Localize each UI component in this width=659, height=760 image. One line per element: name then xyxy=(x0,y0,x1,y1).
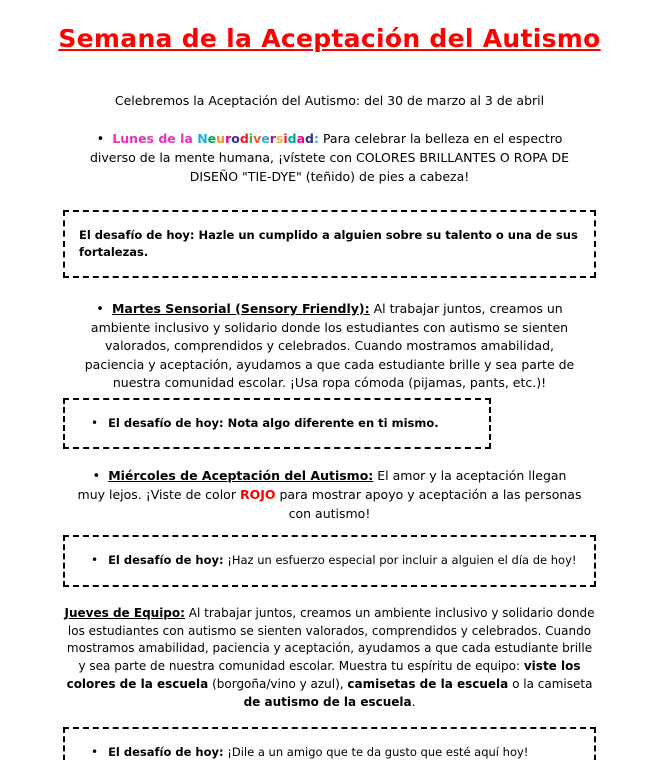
challenge-box-wednesday xyxy=(63,535,596,586)
challenge-box-monday xyxy=(63,210,596,277)
challenge-monday-text: El desafío de hoy: Hazle un cumplido a alguien sobre su talento o una de sus fortalezas. xyxy=(79,228,578,259)
thursday-heading: Jueves de Equipo: xyxy=(64,605,185,620)
bullet-icon: • xyxy=(96,132,105,147)
challenge-thursday-text: El desafío de hoy: ¡Dile a un amigo que te da gusto que esté aquí hoy! xyxy=(108,745,529,760)
subtitle: Celebremos la Aceptación del Autismo: del 30 de marzo al 3 de abril xyxy=(114,93,545,108)
bullet-icon: • xyxy=(91,553,99,568)
bullet-icon: • xyxy=(91,415,99,430)
monday-section xyxy=(77,130,582,186)
tuesday-section xyxy=(77,300,582,393)
challenge-box-thursday xyxy=(63,727,596,760)
challenge-tuesday-text: El desafío de hoy: Nota algo diferente en ti mismo. xyxy=(108,415,439,430)
monday-body: Para celebrar la belleza en el espectro diverso de la mente humana, ¡vístete con COLORES BRILLANTES O ROPA DE DISEÑO "TIE-DYE" (teñido) de pies a cabeza! xyxy=(89,131,570,184)
thursday-section xyxy=(63,605,596,712)
challenge-wednesday-text: El desafío de hoy: ¡Haz un esfuerzo especial por incluir a alguien el día de hoy! xyxy=(108,553,577,568)
thursday-body: Al trabajar juntos, creamos un ambiente inclusivo y solidario donde los estudiantes con autismo se sienten valorados, comprendidos y celebrados. Cuando mostramos amabilidad, paciencia y aceptación, ayudamos a que cada estudiante brille y sea parte de nuestra comunidad escolar. Muestra tu espíritu de equipo: viste los colores de la escuela (borgoña/vino y azul), camisetas de la escuela o la camiseta de autismo de la escuela. xyxy=(66,605,595,709)
bullet-icon: • xyxy=(91,745,99,760)
tuesday-heading: Martes Sensorial (Sensory Friendly): xyxy=(111,300,370,316)
wednesday-heading: Miércoles de Aceptación del Autismo: xyxy=(108,468,374,484)
challenge-box-tuesday xyxy=(63,398,491,449)
wednesday-body: El amor y la aceptación llegan muy lejos. ¡Viste de color ROJO para mostrar apoyo y aceptación a las personas con autismo! xyxy=(77,468,582,521)
bullet-icon: • xyxy=(92,469,101,485)
tuesday-body: Al trabajar juntos, creamos un ambiente inclusivo y solidario donde los estudiantes con autismo se sienten valorados, comprendidos y celebrados. Cuando mostramos amabilidad, paciencia y aceptación, ayudamos a que cada estudiante brille y sea parte de nuestra comunidad escolar. ¡Usa ropa cómoda (pijamas, pants, etc.)! xyxy=(84,300,575,391)
wednesday-section xyxy=(77,467,582,523)
page-title: Semana de la Aceptación del Autismo xyxy=(58,24,601,53)
monday-heading: Lunes de la Neurodiversidad: xyxy=(112,131,319,146)
bullet-icon: • xyxy=(96,301,104,317)
